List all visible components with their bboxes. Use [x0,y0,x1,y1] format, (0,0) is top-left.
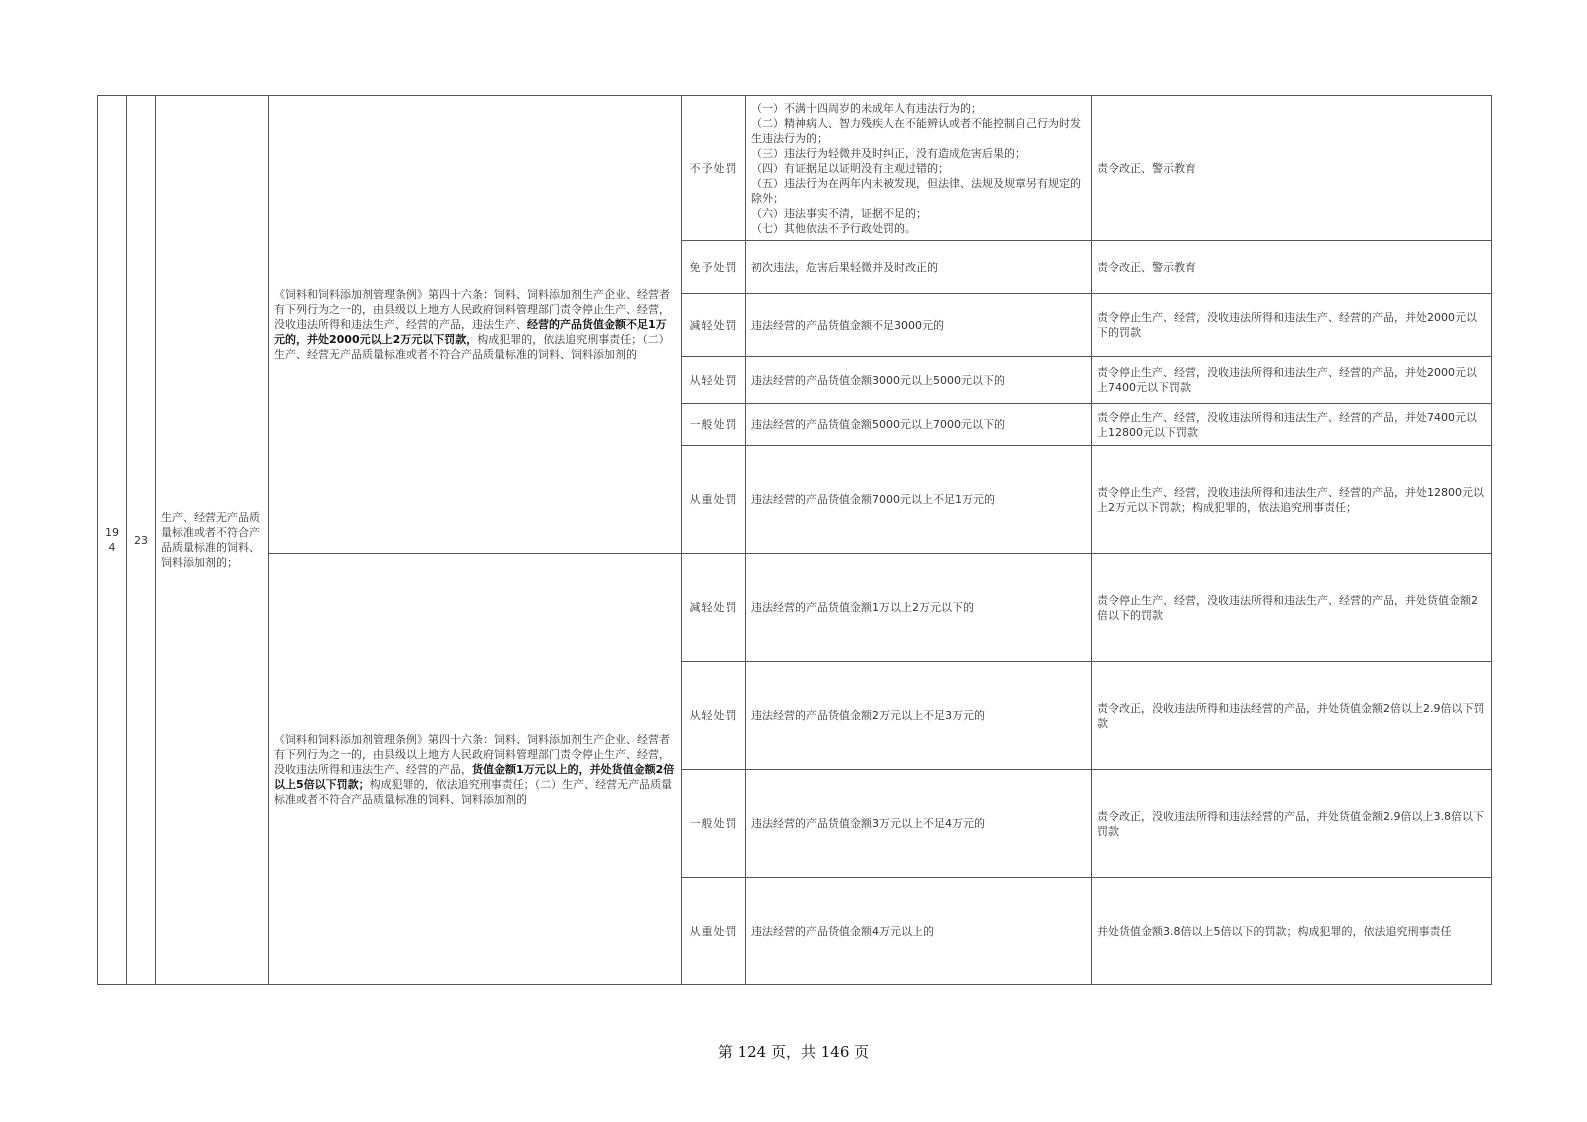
condition-line: （一）不满十四周岁的未成年人有违法行为的； [751,101,982,115]
page-number: 第 124 页，共 146 页 [717,1043,870,1061]
penalty-result: 责令改正，没收违法所得和违法经营的产品，并处货值金额2.9倍以上3.8倍以下罚款 [1092,770,1492,878]
penalty-condition: 违法经营的产品货值金额5000元以上7000元以下的 [746,404,1092,446]
penalty-level: 减轻处罚 [682,294,746,357]
penalty-condition: 违法经营的产品货值金额1万以上2万元以下的 [746,554,1092,662]
basis-text: 构成犯罪的，依法追究刑事责任；（二）生产、经营无产品质量标准或者不符合产品质量标准的饲料、饲料添加剂的 [274,333,670,361]
row-sub-index: 23 [127,96,156,985]
penalty-table [97,95,1492,985]
penalty-result: 责令停止生产、经营，没收违法所得和违法生产、经营的产品，并处2000元以上7400元以下罚款 [1092,357,1492,404]
penalty-condition: 违法经营的产品货值金额3万元以上不足4万元的 [746,770,1092,878]
row-index: 194 [98,96,127,985]
condition-line: （二）精神病人、智力残疾人在不能辨认或者不能控制自己行为时发生违法行为的； [751,116,1081,145]
penalty-level: 从轻处罚 [682,662,746,770]
penalty-level: 从轻处罚 [682,357,746,404]
table-row [98,96,1492,241]
condition-line: （五）违法行为在两年内未被发现，但法律、法规及规章另有规定的除外； [751,176,1081,205]
penalty-condition: 初次违法，危害后果轻微并及时改正的 [746,241,1092,294]
penalty-result: 责令停止生产、经营，没收违法所得和违法生产、经营的产品，并处2000元以下的罚款 [1092,294,1492,357]
penalty-conditions [746,96,1092,241]
condition-line: （七）其他依法不予行政处罚的。 [751,221,916,235]
condition-line: （四）有证据足以证明没有主观过错的； [751,161,949,175]
penalty-condition: 违法经营的产品货值金额2万元以上不足3万元的 [746,662,1092,770]
penalty-result: 责令改正、警示教育 [1092,241,1492,294]
violation-description: 生产、经营无产品质量标准或者不符合产品质量标准的饲料、饲料添加剂的； [156,96,269,985]
basis-text: 《饲料和饲料添加剂管理条例》第四十六条：饲料、饲料添加剂生产企业、经营者有下列行为之一的，由县级以上地方人民政府饲料管理部门责令停止生产、经营，没收违法所得和违法生产、经营的产品，违法生产、 [274,288,670,331]
penalty-result: 责令改正、警示教育 [1092,96,1492,241]
penalty-result: 并处货值金额3.8倍以上5倍以下的罚款；构成犯罪的，依法追究刑事责任 [1092,878,1492,985]
penalty-level: 一般处罚 [682,404,746,446]
penalty-result: 责令停止生产、经营，没收违法所得和违法生产、经营的产品，并处7400元以上12800元以下罚款 [1092,404,1492,446]
basis-bold-text: 经营的产品货值金额不足1万元的，并处2000元以上2万元以下罚款， [274,318,667,346]
basis-bold-text: 货值金额1万元以上的，并处货值金额2倍以上5倍以下罚款； [274,762,675,791]
penalty-level: 不予处罚 [682,96,746,241]
condition-line: （三）违法行为轻微并及时纠正，没有造成危害后果的； [751,146,1026,160]
penalty-level: 从重处罚 [682,446,746,554]
penalty-result: 责令停止生产、经营，没收违法所得和违法生产、经营的产品，并处12800元以上2万元以下罚款；构成犯罪的，依法追究刑事责任； [1092,446,1492,554]
penalty-level: 一般处罚 [682,770,746,878]
basis-text: 《饲料和饲料添加剂管理条例》第四十六条：饲料、饲料添加剂生产企业、经营者有下列行为之一的，由县级以上地方人民政府饲料管理部门责令停止生产、经营，没收违法所得和违法生产、经营的产品， [274,732,670,776]
penalty-level: 从重处罚 [682,878,746,985]
penalty-level: 免予处罚 [682,241,746,294]
penalty-result: 责令停止生产、经营，没收违法所得和违法生产、经营的产品，并处货值金额2倍以下的罚款 [1092,554,1492,662]
penalty-condition: 违法经营的产品货值金额7000元以上不足1万元的 [746,446,1092,554]
penalty-condition: 违法经营的产品货值金额不足3000元的 [746,294,1092,357]
penalty-condition: 违法经营的产品货值金额3000元以上5000元以下的 [746,357,1092,404]
penalty-result: 责令改正，没收违法所得和违法经营的产品，并处货值金额2倍以上2.9倍以下罚款 [1092,662,1492,770]
condition-line: （六）违法事实不清，证据不足的； [751,206,927,220]
legal-basis-2 [269,554,682,985]
penalty-level: 减轻处罚 [682,554,746,662]
penalty-condition: 违法经营的产品货值金额4万元以上的 [746,878,1092,985]
table-row [98,554,1492,662]
legal-basis-1 [269,96,682,554]
basis-text: 构成犯罪的，依法追究刑事责任；（二）生产、经营无产品质量标准或者不符合产品质量标准的饲料、饲料添加剂的 [274,777,673,806]
